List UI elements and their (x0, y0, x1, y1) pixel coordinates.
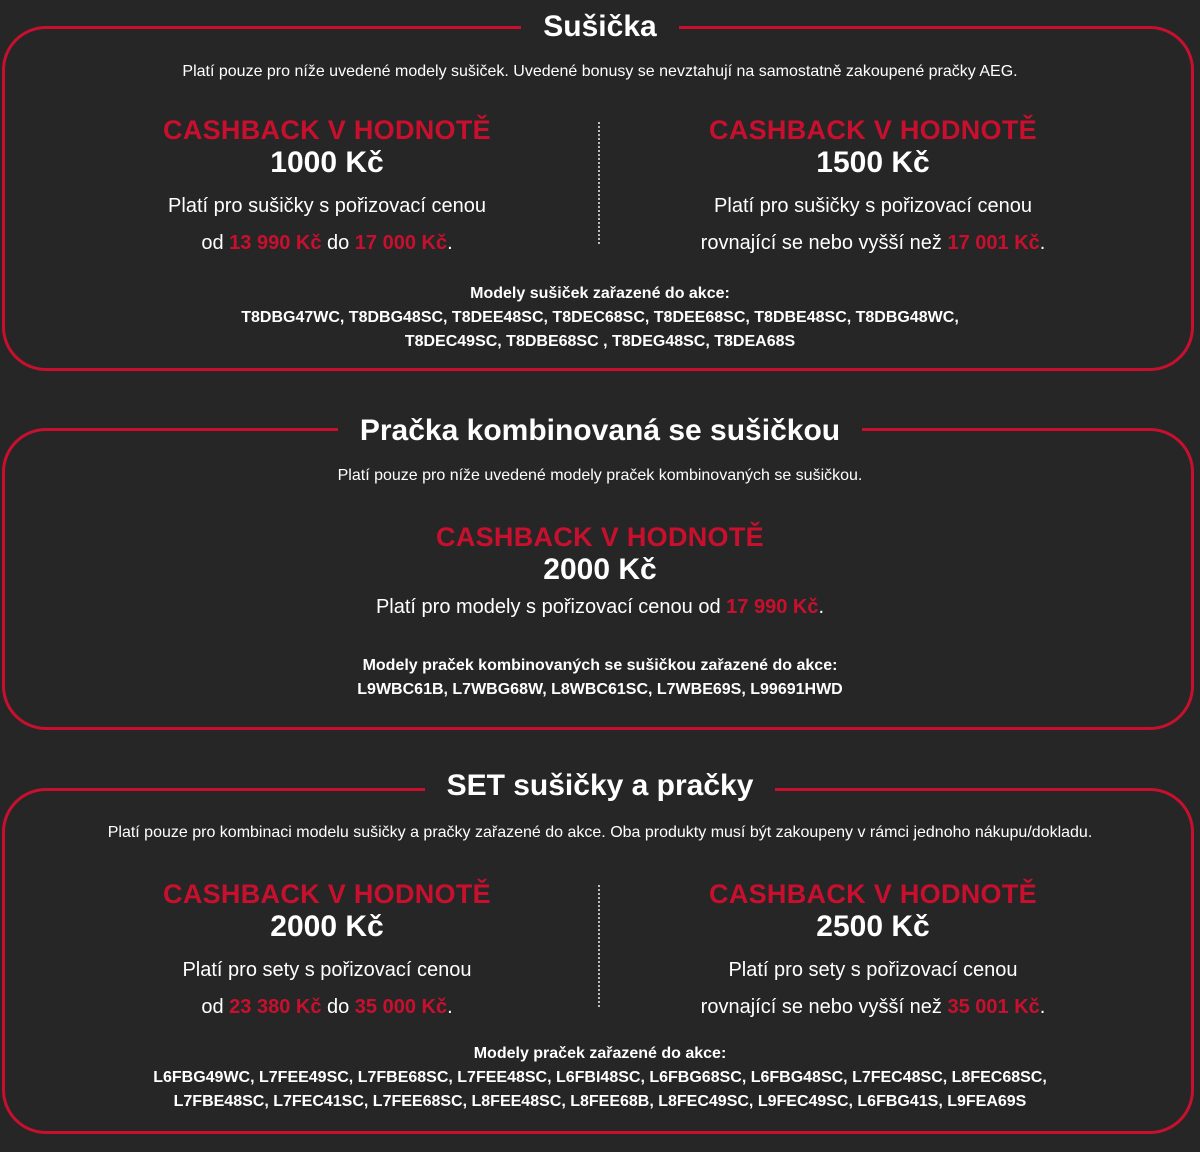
cashback-amount: 2000 Kč (270, 910, 384, 943)
cashback-amount: 2000 Kč (543, 553, 657, 586)
price-from: 13 990 Kč (229, 232, 322, 254)
section-note-set: Platí pouze pro kombinaci modelu sušičky a pračky zařazené do akce. Oba produkty musí být zakoupeny v rámci jednoho nákupu/dokladu. (107, 824, 1093, 841)
models-list: Modely praček kombinovaných se sušičkou zařazené do akce: L9WBC61B, L7WBG68W, L8WBC61SC, L7WBE69S, L99691HWD (0, 654, 1200, 702)
offer-card (47, 878, 607, 1026)
section-note-susicka: Platí pouze pro níže uvedené modely sušiček. Uvedené bonusy se nevztahují na samostatně zakoupené pračky AEG. (182, 63, 1018, 80)
cashback-label: CASHBACK V HODNOTĚ (709, 115, 1037, 145)
models-list: Modely praček zařazené do akce: L6FBG49WC, L7FEE49SC, L7FBE68SC, L7FEE48SC, L6FBI48SC, L6FBG68SC, L6FBG48SC, L7FEC48SC, L8FEC68SC, L7FBE48SC, L7FEC41SC, L7FEE68SC, L8FEE48SC, L8FEE68B, L8FEC49SC, L9FEC49SC, L6FBG41S, L9FEA69S (0, 1042, 1200, 1114)
offer-card (593, 114, 1153, 262)
price-from: 35 001 Kč (947, 996, 1040, 1018)
price-from: 23 380 Kč (229, 996, 322, 1018)
price-from: 17 990 Kč (726, 596, 819, 618)
models-heading: Modely praček zařazené do akce: (473, 1045, 727, 1062)
offer-description: Platí pro sety s pořizovací cenou rovnající se nebo vyšší než 35 001 Kč. (700, 959, 1046, 1018)
offer-description: Platí pro sušičky s pořizovací cenou od 13 990 Kč do 17 000 Kč. (168, 195, 486, 254)
offer-card (320, 521, 880, 626)
offer-card (47, 114, 607, 262)
offer-description: Platí pro sušičky s pořizovací cenou rovnající se nebo vyšší než 17 001 Kč. (700, 195, 1046, 254)
cashback-amount: 1500 Kč (816, 146, 930, 179)
cashback-amount: 2500 Kč (816, 910, 930, 943)
section-title-set: SET sušičky a pračky (425, 768, 776, 804)
cashback-label: CASHBACK V HODNOTĚ (163, 115, 491, 145)
section-note-washer-dryer: Platí pouze pro níže uvedené modely praček kombinovaných se sušičkou. (337, 467, 863, 484)
offer-card (593, 878, 1153, 1026)
cashback-label: CASHBACK V HODNOTĚ (436, 522, 764, 552)
cashback-amount: 1000 Kč (270, 146, 384, 179)
models-list: Modely sušiček zařazené do akce: T8DBG47WC, T8DBG48SC, T8DEE48SC, T8DEC68SC, T8DEE68SC, T8DBE48SC, T8DBG48WC, T8DEC49SC, T8DBE68SC , T8DEG48SC, T8DEA68S (0, 282, 1200, 354)
offer-description: Platí pro modely s pořizovací cenou od 17 990 Kč. (375, 596, 825, 618)
cashback-label: CASHBACK V HODNOTĚ (163, 879, 491, 909)
price-to: 17 000 Kč (354, 232, 448, 254)
section-title-susicka: Sušička (521, 9, 678, 45)
price-from: 17 001 Kč (947, 232, 1040, 254)
cashback-label: CASHBACK V HODNOTĚ (709, 879, 1037, 909)
models-heading: Modely praček kombinovaných se sušičkou zařazené do akce: (362, 657, 838, 674)
price-to: 35 000 Kč (354, 996, 448, 1018)
models-heading: Modely sušiček zařazené do akce: (470, 285, 730, 302)
offer-description: Platí pro sety s pořizovací cenou od 23 380 Kč do 35 000 Kč. (182, 959, 472, 1018)
section-title-washer-dryer: Pračka kombinovaná se sušičkou (338, 413, 862, 449)
